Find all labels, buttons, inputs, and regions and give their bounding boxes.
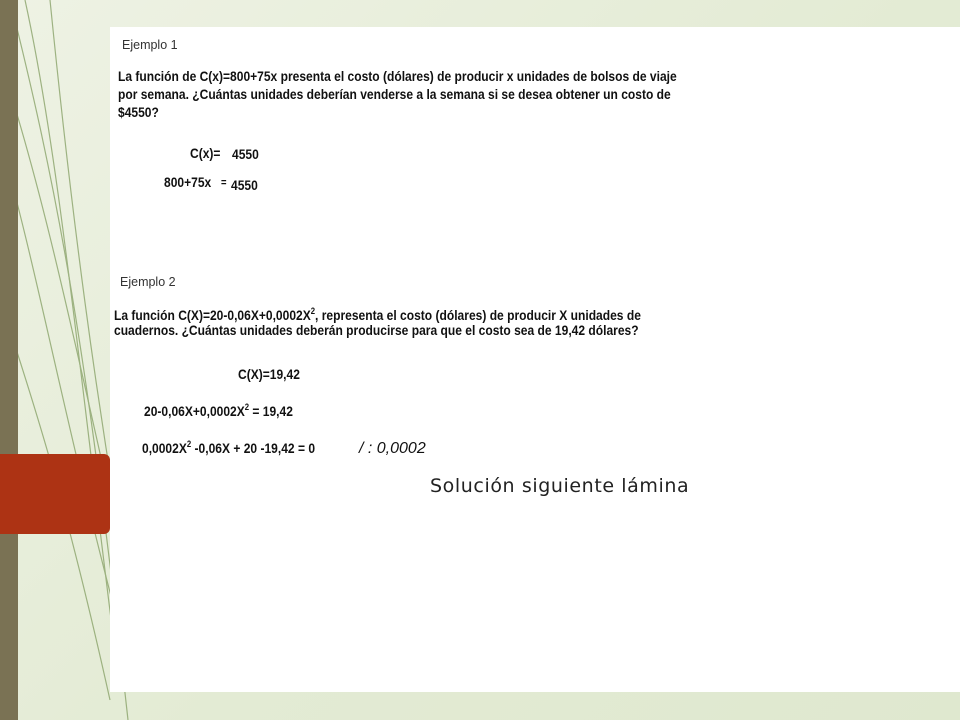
ejemplo-1-heading: Ejemplo 1 <box>122 38 178 52</box>
ejemplo-1-eq2-right: 4550 <box>231 177 258 193</box>
ejemplo-2-eq2-a: 20-0,06X+0,0002X <box>144 403 245 419</box>
solution-next-slide-note: Solución siguiente lámina <box>430 475 690 497</box>
ejemplo-1-line-1: La función de C(x)=800+75x presenta el costo (dólares) de producir x unidades de bolsos de viaje <box>118 68 677 84</box>
ejemplo-1-eq1-right: 4550 <box>232 146 259 162</box>
ejemplo-2-heading: Ejemplo 2 <box>120 275 176 289</box>
ejemplo-2-eq1: C(X)=19,42 <box>238 366 300 382</box>
ejemplo-2-eq3-a: 0,0002X <box>142 440 187 456</box>
ejemplo-2-line-1-sup: 2 <box>310 306 316 316</box>
slide-content <box>110 27 960 692</box>
ejemplo-2-eq3 <box>142 439 315 456</box>
ejemplo-2-eq3-sup: 2 <box>186 439 192 449</box>
ejemplo-2-line-1-a: La función C(X)=20-0,06X+0,0002X <box>114 307 311 323</box>
ejemplo-2-eq2-sup: 2 <box>244 402 250 412</box>
ejemplo-2-line-2: cuadernos. ¿Cuántas unidades deberán producirse para que el costo sea de 19,42 dólares? <box>114 322 639 338</box>
division-text: / : 0,0002 <box>359 440 426 457</box>
ejemplo-1-line-2: por semana. ¿Cuántas unidades deberían venderse a la semana si se desea obtener un costo de <box>118 86 671 102</box>
ejemplo-1-eq1-left: C(x)= <box>190 145 221 161</box>
ejemplo-1-line-3: $4550? <box>118 104 159 120</box>
division-note <box>359 440 426 458</box>
ejemplo-2-eq3-b: -0,06X + 20 -19,42 = 0 <box>191 440 316 456</box>
ejemplo-2-eq2-b: = 19,42 <box>249 403 293 419</box>
ejemplo-2-line-1 <box>114 303 694 324</box>
ejemplo-1-eq2-mid: = <box>221 177 227 189</box>
left-accent-bar <box>0 0 18 720</box>
ejemplo-1-eq2-left: 800+75x <box>164 174 212 190</box>
ejemplo-2-line-1-b: , representa el costo (dólares) de producir X unidades de <box>315 307 641 323</box>
ejemplo-2-eq2 <box>144 402 293 419</box>
red-accent-tab <box>0 454 110 534</box>
